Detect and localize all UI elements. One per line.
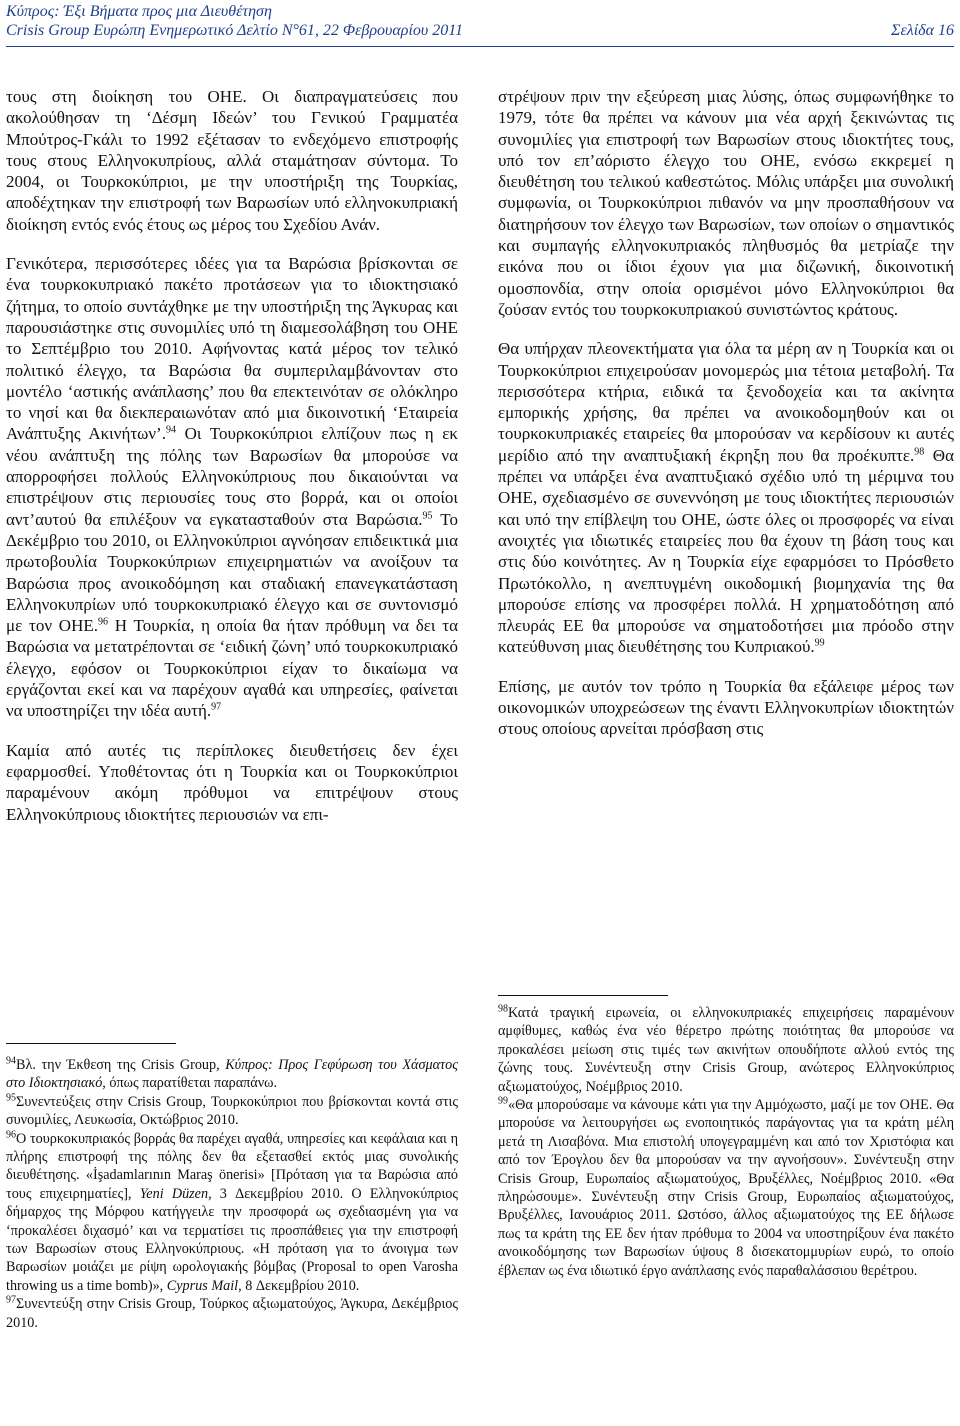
paragraph: Καμία από αυτές τις περίπλοκες διευθετήσεις δεν έχει εφαρμοσθεί. Υποθέτοντας ότι η Τουρκία και οι Τουρκοκύπριοι παραμένουν ακόμη πρόθυμοι να επιτρέψουν στους Ελληνοκύπριους ιδιοκτήτες περιουσιών να επι- [6, 740, 458, 824]
footnote-number: 99 [498, 1095, 508, 1107]
report-title: Κύπρος: Προς Γεφύρωση του Χάσματος στο Ιδιοκτησιακό [6, 1057, 458, 1092]
paragraph [6, 253, 458, 722]
footnote-ref[interactable]: 94 [165, 424, 176, 436]
footnote-rule [498, 995, 668, 996]
footnote-rule [6, 1043, 176, 1044]
footnote-ref[interactable]: 97 [211, 701, 222, 713]
header-rule [6, 46, 954, 47]
footnote-94 [6, 1056, 458, 1093]
footnote-text: Βλ. την Έκθεση της Crisis Group, [16, 1057, 226, 1073]
footnote-text: , όπως παρατίθεται παραπάνω. [102, 1075, 278, 1092]
paragraph-text: Η Τουρκία, η οποία θα ήταν πρόθυμη να δει τα Βαρώσια να μετατρέπονται σε ‘ειδική ζώνη’ υπό τουρκοκυπριακό έλεγχο, εφόσον οι Τουρκοκύπριοι είχαν το δικαίωμα να εργάζονται εκεί και να παρέχουν αγαθά και υπηρεσίες, φαίνεται να υποστηρίζει την ιδέα αυτή. [6, 616, 458, 721]
page-header [6, 2, 954, 40]
footnote-96 [6, 1130, 458, 1296]
footnotes-right [498, 1004, 954, 1280]
paragraph-text: Το Δεκέμβριο του 2010, οι Ελληνοκύπριοι αγνόησαν επιδεικτικά μια πρωτοβουλία Τουρκοκύπριων επιχειρηματιών να ανοίξουν τα Βαρώσια προς ανοικοδόμηση και σταδιακή επανεγκατάσταση Ελληνοκυπρίων υπό τουρκοκυπριακό έλεγχο και σε συντονισμό με τον ΟΗΕ. [6, 509, 458, 636]
footnote-number: 98 [498, 1003, 508, 1015]
footnote-text: , 8 Δεκεμβρίου 2010. [238, 1277, 360, 1294]
footnote-ref[interactable]: 95 [422, 509, 433, 521]
footnote-text: Κατά τραγική ειρωνεία, οι ελληνοκυπριακές επιχειρήσεις παραμένουν αμφίθυμες, καθώς ένα νέο θέρετρο πρώτης ποιότητας θα μπορούσε να προκαλέσει μείωση στις τιμές των ακινήτων οπουδήποτε αλλού εντός της ζώνης τους. Συνέντευξη στην Crisis Group, ανώτερος Ελληνοκύπριος αξιωματούχος, Νοέμβριος 2010. [498, 1005, 954, 1095]
paragraph-text: Οι Τουρκοκύπριοι ελπίζουν πως η εκ νέου ανάπτυξη της πόλης των Βαρωσίων θα μπορούσε να απορροφήσει πολλούς Ελληνοκύπριους που δικαιούνται να επιστρέψουν στις περιουσίες τους στο βορρά, και οι οποίοι αντ’αυτού θα επιλέξουν να εγκατασταθούν στα Βαρώσια. [6, 424, 458, 529]
paragraph-text: Γενικότερα, περισσότερες ιδέες για τα Βαρώσια βρίσκονται σε ένα τουρκοκυπριακό πακέτο προτάσεων για το ιδιοκτησιακό ζήτημα, το οποίο συντάχθηκε με την υποστήριξη της Άγκυρας και παρουσιάστηκε στις συνομιλίες υπό τη διαμεσολάβηση του ΟΗΕ το Σεπτέμβριο του 2010. Αφήνοντας κατά μέρος τον τελικό πολιτικό έλεγχο, τα Βαρώσια θα συμπεριλαμβάνονταν στο μοντέλο ‘αστικής ανάπλασης’ που θα επεκτεινόταν σε ολόκληρο το νησί και θα διεκπεραιωνόταν από μια δικοινοτική ‘Εταιρεία Ανάπτυξης Ακινήτων’. [6, 254, 458, 444]
footnote-ref[interactable]: 98 [914, 446, 925, 458]
newspaper-name: Yeni Düzen [139, 1185, 209, 1202]
paragraph: στρέψουν πριν την εξεύρεση μιας λύσης, όπως συμφωνήθηκε το 1979, τότε θα πρέπει να κάνουν μια νέα αρχή ξεκινώντας τις συνομιλίες για επιστροφή των Βαρωσίων στους ιδιοκτήτες τους, υπό τον επ’αόριστο έλεγχο του ΟΗΕ, ενόσω εκκρεμεί η διευθέτηση του τελικού καθεστώτος. Μόλις υπάρξει μια συνολική συμφωνία, οι Τουρκοκύπριοι πιθανόν να μην προσπαθήσουν να διατηρήσουν τον έλεγχο των Βαρωσίων, των οποίων ο σημαντικός και συμπαγής ελληνοκυπριακός πληθυσμός θα μετρίαζε την εικόνα που οι ίδιοι έχουν για μια διζωνική, δικοινοτική ομοσπονδία, στην οποία ορισμένοι μόνο Ελληνοκύπριοι θα ζούσαν εντός του τουρκοκυπριακού συνιστώντος κράτους. [498, 87, 954, 319]
paragraph-text: Θα υπήρχαν πλεονεκτήματα για όλα τα μέρη αν η Τουρκία και οι Τουρκοκύπριοι επιχειρούσαν μονομερώς μια τέτοια μεταβολή. Τα περισσότερα κτήρια, ειδικά τα ξενοδοχεία και τα ακίνητα εμπορικής χρήσης, θα πρέπει να ανοικοδομηθούν και οι τουρκοκυπριακές εταιρείες θα μπορούσαν να κερδίσουν κι αυτές μερίδιο από την αναπτυξιακή έκρηξη που θα προέκυπτε. [498, 339, 954, 465]
footnote-97 [6, 1295, 458, 1332]
footnote-text: , 3 Δεκεμβρίου 2010. Ο Ελληνοκύπριος δήμαρχος της Μόρφου κατήγγειλε την προσφορά ως σχεδιασμένη για να ‘προκαλέσει διχασμό’ και να τερματίσει τις προσπάθειες για την επιστροφή των Βαρωσίων στους Ελληνοκύπριους. «Η πρόταση για το άνοιγμα των Βαρωσίων μοιάζει με ρίψη ωρολογιακής βόμβας (Proposal to open Varosha throwing us a time bomb)», [6, 1185, 458, 1294]
footnote-text: «Θα μπορούσαμε να κάνουμε κάτι για την Αμμόχωστο, μαζί με τον ΟΗΕ. Θα μπορούσε να λειτουργήσει ως ενοποιητικός παράγοντας για τα κράτη μέλη μετά τη Λισαβόνα. Μια επιστολή υπογεγραμμένη και από τον Χριστόφια και από τον Έρογλου δεν θα μπορούσαν να την αγνοήσουν». Συνέντευξη στην Crisis Group, Ευρωπαίος αξιωματούχος, Βρυξέλλες, Νοέμβριος 2010. «Θα πληρώσουμε». Συνέντευξη στην Crisis Group, Ευρωπαίος αξιωματούχος, Βρυξέλλες, Ιανουάριος 2011. Ωστόσο, άλλος αξιωματούχος της ΕΕ δήλωσε πως τα κράτη της ΕΕ δεν ήταν πρόθυμα το 2004 να υποστηρίξουν ένα πακέτο ανοικοδόμησης των Βαρωσίων ύψους 8 δισεκατομμυρίων ευρώ, το οποίο έβλεπαν ως ένα ιδιωτικό έργο ανάπλασης ενός παραθαλάσσιου θερέτρου. [498, 1097, 954, 1279]
footnote-95 [6, 1093, 458, 1130]
document-subtitle: Crisis Group Ευρώπη Ενημερωτικό Δελτίο N°61, 22 Φεβρουαρίου 2011 [6, 22, 464, 39]
footnote-98 [498, 1004, 954, 1096]
paragraph [498, 338, 954, 657]
left-column [6, 86, 458, 843]
document-title: Κύπρος: Έξι Βήματα προς μια Διευθέτηση [6, 3, 272, 20]
footnote-99 [498, 1096, 954, 1280]
footnote-number: 97 [6, 1294, 16, 1306]
footnote-number: 95 [6, 1092, 16, 1104]
right-column [498, 86, 954, 758]
footnote-text: Ο τουρκοκυπριακός βορράς θα παρέχει αγαθά, υπηρεσίες και κεφάλαια και η πλήρης επιστροφή της πόλης δεν θα εξετασθεί εκτός μιας συνολικής διευθέτησης. «İşadamlarının Maraş önerisi» [Πρόταση για τα Βαρώσια από τους επιχειρηματίες], [6, 1130, 458, 1202]
footnote-text: Συνεντεύξη στην Crisis Group, Τούρκος αξιωματούχος, Άγκυρα, Δεκέμβριος 2010. [6, 1296, 458, 1331]
footnote-text: Συνεντεύξεις στην Crisis Group, Τουρκοκύπριοι που βρίσκονται κοντά στις συνομιλίες, Λευκωσία, Οκτώβριος 2010. [6, 1093, 458, 1129]
footnote-number: 94 [6, 1055, 16, 1067]
paragraph-text: Θα πρέπει να υπάρξει ένα αναπτυξιακό σχέδιο υπό τη μέριμνα του ΟΗΕ, σχεδιασμένο σε συνεννόηση με τους ιδιοκτήτες περιουσιών και υπό την επίβλεψη του ΟΗΕ, ώστε όλες οι προσφορές να είναι ανοιχτές για ιδιωτικές εταιρείες που θα έχουν τη βάση τους και στις δύο κοινότητες. Αν η Τουρκία είχε εφαρμόσει το Πρόσθετο Πρωτόκολλο, η ανεπτυγμένη οικοδομική βιομηχανία της θα μπορούσε επίσης να προσφέρει πολλά. Η χρηματοδότηση από πλευράς ΕΕ θα μπορούσε να σηματοδοτήσει μια πρόοδο στην κατεύθυνση μιας διευθέτησης του Κυπριακού. [498, 445, 954, 657]
footnotes-left [6, 1056, 458, 1332]
footnote-ref[interactable]: 96 [97, 616, 108, 628]
newspaper-name: Cyprus Mail [166, 1277, 239, 1294]
page-number: Σελίδα 16 [890, 22, 954, 39]
paragraph: Επίσης, με αυτόν τον τρόπο η Τουρκία θα εξάλειφε μέρος των οικονομικών υποχρεώσεων της έναντι Ελληνοκυπρίων ιδιοκτητών στους οποίους αρνείται πρόσβαση στις [498, 676, 954, 739]
footnote-ref[interactable]: 99 [814, 637, 825, 649]
footnote-number: 96 [6, 1128, 16, 1140]
paragraph: τους στη διοίκηση του ΟΗΕ. Οι διαπραγματεύσεις που ακολούθησαν τη ‘Δέσμη Ιδεών’ του Γενικού Γραμματέα Μπούτρος-Γκάλι το 1992 εξέτασαν το ενδεχόμενο επιστροφής τους στους Ελληνοκυπρίους, αλλά σταμάτησαν σύντομα. Το 2004, οι Τουρκοκύπριοι, με την υποστήριξη της Τουρκίας, αποδέχτηκαν την επιστροφή των Βαρωσίων υπό ελληνοκυπριακή διοίκηση εντός ενός έτους ως μέρος του Σχεδίου Ανάν. [6, 87, 458, 234]
